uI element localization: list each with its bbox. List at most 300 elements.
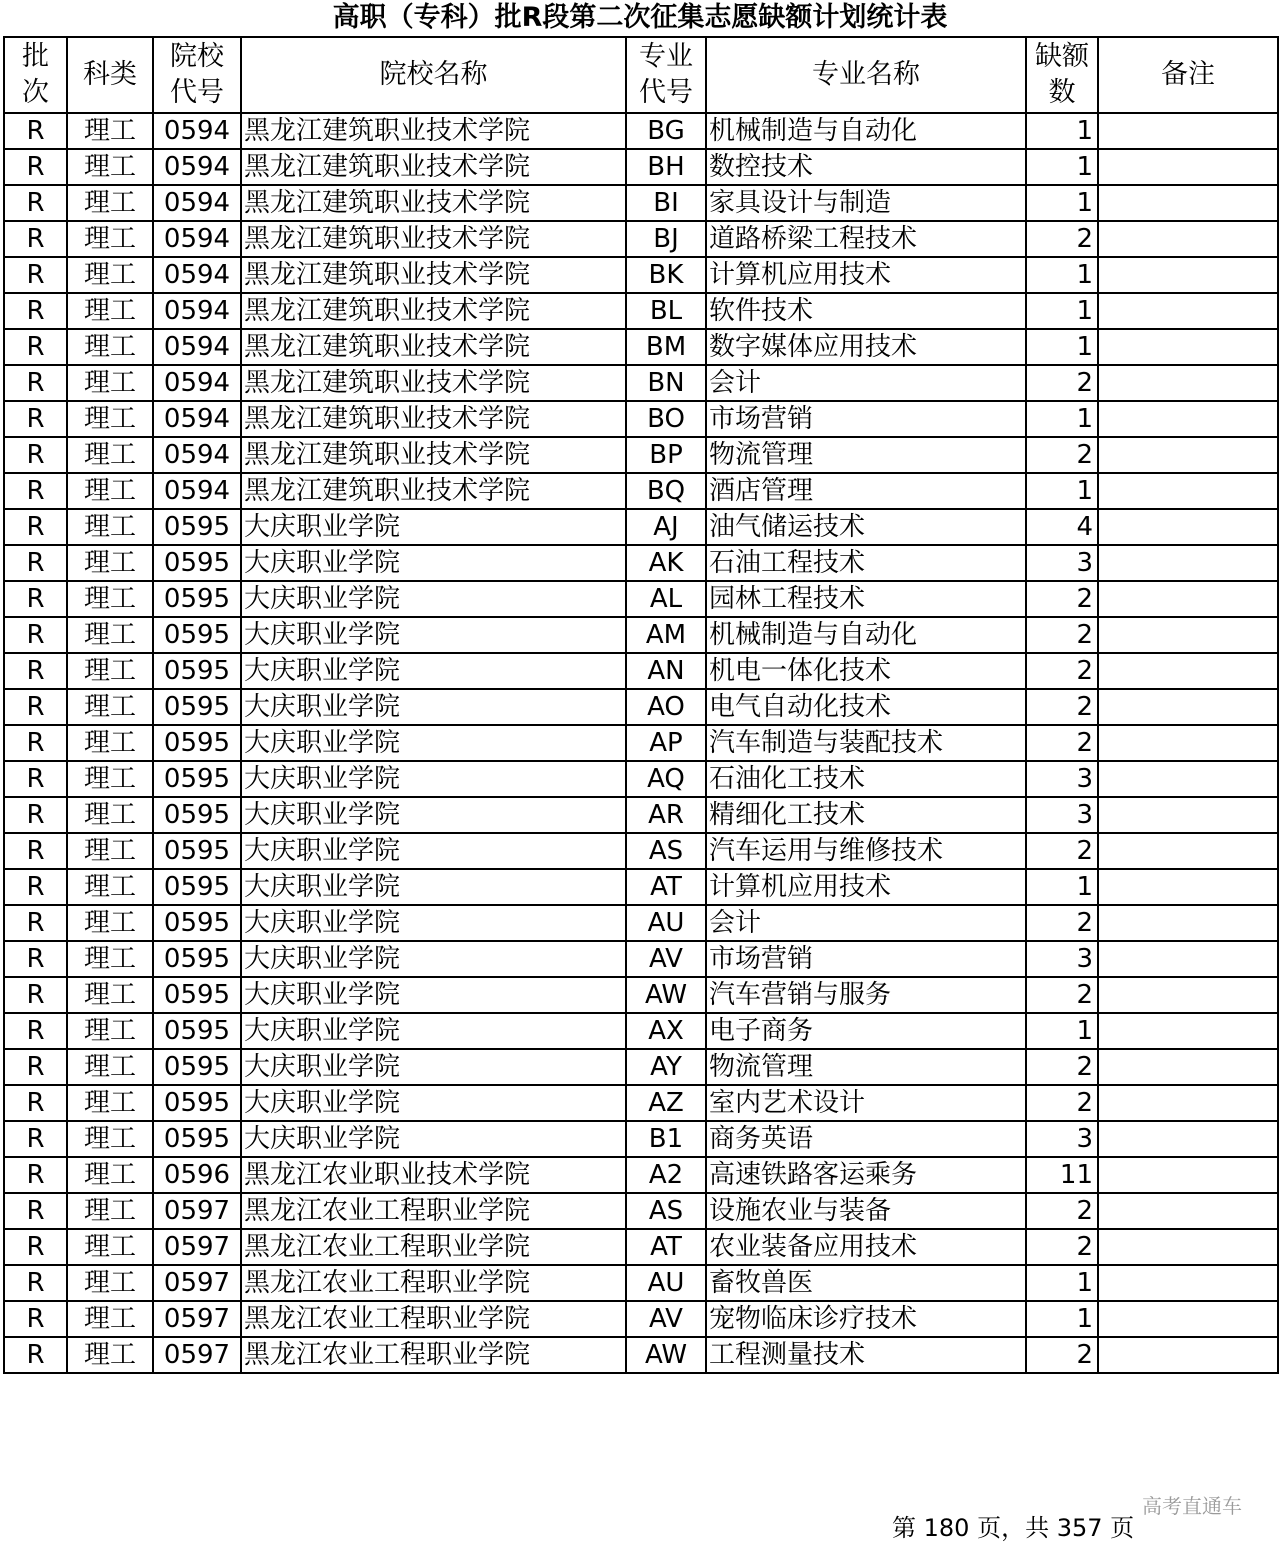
school-name-cell: 大庆职业学院 [241, 1049, 626, 1085]
header-remarks: 备注 [1098, 37, 1278, 113]
remarks-cell [1098, 797, 1278, 833]
major-name-cell: 汽车运用与维修技术 [706, 833, 1026, 869]
batch-cell: R [4, 149, 67, 185]
table-row [4, 113, 1278, 149]
school-code-cell: 0595 [153, 689, 241, 725]
remarks-cell [1098, 473, 1278, 509]
header-major-name: 专业名称 [706, 37, 1026, 113]
remarks-cell [1098, 1337, 1278, 1373]
table-row [4, 545, 1278, 581]
major-code-cell: AP [626, 725, 706, 761]
category-cell: 理工 [67, 833, 153, 869]
remarks-cell [1098, 1085, 1278, 1121]
category-cell: 理工 [67, 509, 153, 545]
school-code-cell: 0597 [153, 1193, 241, 1229]
major-code-cell: AW [626, 977, 706, 1013]
batch-cell: R [4, 437, 67, 473]
school-code-cell: 0597 [153, 1229, 241, 1265]
major-name-cell: 宠物临床诊疗技术 [706, 1301, 1026, 1337]
school-name-cell: 大庆职业学院 [241, 941, 626, 977]
school-name-cell: 大庆职业学院 [241, 581, 626, 617]
major-name-cell: 计算机应用技术 [706, 257, 1026, 293]
major-code-cell: BP [626, 437, 706, 473]
major-code-cell: AV [626, 941, 706, 977]
category-cell: 理工 [67, 869, 153, 905]
batch-cell: R [4, 509, 67, 545]
school-code-cell: 0597 [153, 1337, 241, 1373]
major-code-cell: BM [626, 329, 706, 365]
batch-cell: R [4, 725, 67, 761]
vacancy-count-cell: 4 [1026, 509, 1098, 545]
major-code-cell: AJ [626, 509, 706, 545]
school-code-cell: 0595 [153, 797, 241, 833]
vacancy-count-cell: 1 [1026, 401, 1098, 437]
batch-cell: R [4, 1337, 67, 1373]
batch-cell: R [4, 833, 67, 869]
remarks-cell [1098, 221, 1278, 257]
major-code-cell: BQ [626, 473, 706, 509]
school-name-cell: 黑龙江农业职业技术学院 [241, 1157, 626, 1193]
table-row [4, 509, 1278, 545]
major-code-cell: AU [626, 1265, 706, 1301]
vacancy-count-cell: 2 [1026, 437, 1098, 473]
school-name-cell: 黑龙江建筑职业技术学院 [241, 473, 626, 509]
table-row [4, 293, 1278, 329]
school-name-cell: 黑龙江农业工程职业学院 [241, 1265, 626, 1301]
major-code-cell: BJ [626, 221, 706, 257]
remarks-cell [1098, 689, 1278, 725]
table-row [4, 797, 1278, 833]
table-row [4, 869, 1278, 905]
vacancy-count-cell: 2 [1026, 365, 1098, 401]
major-code-cell: BN [626, 365, 706, 401]
table-header-row [4, 37, 1278, 113]
major-name-cell: 商务英语 [706, 1121, 1026, 1157]
school-name-cell: 大庆职业学院 [241, 905, 626, 941]
school-code-cell: 0595 [153, 761, 241, 797]
school-code-cell: 0595 [153, 545, 241, 581]
vacancy-count-cell: 1 [1026, 293, 1098, 329]
batch-cell: R [4, 761, 67, 797]
major-code-cell: AZ [626, 1085, 706, 1121]
category-cell: 理工 [67, 1157, 153, 1193]
major-name-cell: 物流管理 [706, 1049, 1026, 1085]
major-name-cell: 市场营销 [706, 941, 1026, 977]
major-code-cell: AW [626, 1337, 706, 1373]
table-row [4, 725, 1278, 761]
category-cell: 理工 [67, 689, 153, 725]
major-code-cell: AO [626, 689, 706, 725]
category-cell: 理工 [67, 977, 153, 1013]
school-name-cell: 黑龙江建筑职业技术学院 [241, 257, 626, 293]
major-name-cell: 软件技术 [706, 293, 1026, 329]
table-row [4, 1157, 1278, 1193]
table-row [4, 1229, 1278, 1265]
school-code-cell: 0596 [153, 1157, 241, 1193]
major-name-cell: 工程测量技术 [706, 1337, 1026, 1373]
school-name-cell: 大庆职业学院 [241, 689, 626, 725]
major-name-cell: 机械制造与自动化 [706, 617, 1026, 653]
school-name-cell: 大庆职业学院 [241, 761, 626, 797]
major-code-cell: AN [626, 653, 706, 689]
category-cell: 理工 [67, 1013, 153, 1049]
remarks-cell [1098, 1301, 1278, 1337]
remarks-cell [1098, 293, 1278, 329]
batch-cell: R [4, 941, 67, 977]
batch-cell: R [4, 653, 67, 689]
remarks-cell [1098, 1157, 1278, 1193]
major-name-cell: 汽车营销与服务 [706, 977, 1026, 1013]
school-name-cell: 大庆职业学院 [241, 977, 626, 1013]
table-row [4, 1085, 1278, 1121]
batch-cell: R [4, 689, 67, 725]
school-code-cell: 0594 [153, 149, 241, 185]
school-name-cell: 黑龙江建筑职业技术学院 [241, 437, 626, 473]
batch-cell: R [4, 1157, 67, 1193]
vacancy-table [3, 36, 1279, 1374]
school-code-cell: 0595 [153, 869, 241, 905]
school-code-cell: 0594 [153, 401, 241, 437]
major-name-cell: 物流管理 [706, 437, 1026, 473]
remarks-cell [1098, 113, 1278, 149]
category-cell: 理工 [67, 149, 153, 185]
school-name-cell: 大庆职业学院 [241, 1121, 626, 1157]
remarks-cell [1098, 869, 1278, 905]
major-code-cell: A2 [626, 1157, 706, 1193]
batch-cell: R [4, 185, 67, 221]
vacancy-count-cell: 1 [1026, 257, 1098, 293]
batch-cell: R [4, 1265, 67, 1301]
school-code-cell: 0595 [153, 617, 241, 653]
remarks-cell [1098, 617, 1278, 653]
major-code-cell: AY [626, 1049, 706, 1085]
major-code-cell: BG [626, 113, 706, 149]
table-row [4, 221, 1278, 257]
vacancy-count-cell: 2 [1026, 221, 1098, 257]
school-code-cell: 0595 [153, 509, 241, 545]
remarks-cell [1098, 905, 1278, 941]
batch-cell: R [4, 797, 67, 833]
header-category: 科类 [67, 37, 153, 113]
remarks-cell [1098, 401, 1278, 437]
major-name-cell: 道路桥梁工程技术 [706, 221, 1026, 257]
table-row [4, 257, 1278, 293]
school-code-cell: 0595 [153, 977, 241, 1013]
category-cell: 理工 [67, 185, 153, 221]
batch-cell: R [4, 221, 67, 257]
remarks-cell [1098, 1121, 1278, 1157]
major-name-cell: 石油化工技术 [706, 761, 1026, 797]
remarks-cell [1098, 581, 1278, 617]
batch-cell: R [4, 545, 67, 581]
watermark-text: 高考直通车 [1142, 1494, 1242, 1518]
major-name-cell: 室内艺术设计 [706, 1085, 1026, 1121]
vacancy-count-cell: 1 [1026, 149, 1098, 185]
major-name-cell: 电气自动化技术 [706, 689, 1026, 725]
school-code-cell: 0594 [153, 113, 241, 149]
table-row [4, 653, 1278, 689]
table-row [4, 1049, 1278, 1085]
vacancy-count-cell: 3 [1026, 1121, 1098, 1157]
major-code-cell: BI [626, 185, 706, 221]
school-code-cell: 0595 [153, 1049, 241, 1085]
school-code-cell: 0597 [153, 1265, 241, 1301]
page-number: 第 180 页，共 357 页 [892, 1514, 1135, 1542]
table-row [4, 1013, 1278, 1049]
school-name-cell: 大庆职业学院 [241, 617, 626, 653]
table-row [4, 761, 1278, 797]
table-row [4, 401, 1278, 437]
school-code-cell: 0594 [153, 185, 241, 221]
school-code-cell: 0597 [153, 1301, 241, 1337]
category-cell: 理工 [67, 725, 153, 761]
school-code-cell: 0594 [153, 473, 241, 509]
remarks-cell [1098, 725, 1278, 761]
batch-cell: R [4, 401, 67, 437]
school-name-cell: 黑龙江建筑职业技术学院 [241, 329, 626, 365]
table-row [4, 1193, 1278, 1229]
category-cell: 理工 [67, 797, 153, 833]
major-code-cell: AU [626, 905, 706, 941]
category-cell: 理工 [67, 113, 153, 149]
school-code-cell: 0595 [153, 905, 241, 941]
major-code-cell: AQ [626, 761, 706, 797]
remarks-cell [1098, 941, 1278, 977]
school-code-cell: 0595 [153, 581, 241, 617]
major-name-cell: 油气储运技术 [706, 509, 1026, 545]
category-cell: 理工 [67, 545, 153, 581]
category-cell: 理工 [67, 293, 153, 329]
table-row [4, 1301, 1278, 1337]
major-name-cell: 机械制造与自动化 [706, 113, 1026, 149]
school-name-cell: 黑龙江建筑职业技术学院 [241, 401, 626, 437]
school-name-cell: 大庆职业学院 [241, 1013, 626, 1049]
vacancy-count-cell: 1 [1026, 1301, 1098, 1337]
major-name-cell: 设施农业与装备 [706, 1193, 1026, 1229]
major-name-cell: 酒店管理 [706, 473, 1026, 509]
category-cell: 理工 [67, 653, 153, 689]
major-name-cell: 精细化工技术 [706, 797, 1026, 833]
major-name-cell: 石油工程技术 [706, 545, 1026, 581]
remarks-cell [1098, 1013, 1278, 1049]
vacancy-count-cell: 3 [1026, 545, 1098, 581]
batch-cell: R [4, 905, 67, 941]
vacancy-count-cell: 2 [1026, 977, 1098, 1013]
batch-cell: R [4, 1193, 67, 1229]
header-batch: 批 次 [4, 37, 67, 113]
school-name-cell: 黑龙江建筑职业技术学院 [241, 365, 626, 401]
major-code-cell: AL [626, 581, 706, 617]
category-cell: 理工 [67, 1193, 153, 1229]
batch-cell: R [4, 1229, 67, 1265]
vacancy-count-cell: 2 [1026, 689, 1098, 725]
batch-cell: R [4, 1121, 67, 1157]
category-cell: 理工 [67, 257, 153, 293]
category-cell: 理工 [67, 473, 153, 509]
vacancy-count-cell: 2 [1026, 1229, 1098, 1265]
vacancy-count-cell: 2 [1026, 905, 1098, 941]
header-school-code: 院校 代号 [153, 37, 241, 113]
category-cell: 理工 [67, 905, 153, 941]
school-name-cell: 黑龙江建筑职业技术学院 [241, 185, 626, 221]
table-row [4, 581, 1278, 617]
school-name-cell: 黑龙江农业工程职业学院 [241, 1301, 626, 1337]
vacancy-count-cell: 3 [1026, 761, 1098, 797]
remarks-cell [1098, 149, 1278, 185]
category-cell: 理工 [67, 365, 153, 401]
school-code-cell: 0595 [153, 653, 241, 689]
major-name-cell: 市场营销 [706, 401, 1026, 437]
vacancy-count-cell: 2 [1026, 617, 1098, 653]
remarks-cell [1098, 257, 1278, 293]
school-code-cell: 0594 [153, 221, 241, 257]
vacancy-count-cell: 2 [1026, 1337, 1098, 1373]
school-name-cell: 大庆职业学院 [241, 509, 626, 545]
school-code-cell: 0595 [153, 941, 241, 977]
table-row [4, 473, 1278, 509]
major-code-cell: AT [626, 1229, 706, 1265]
table-row [4, 1265, 1278, 1301]
batch-cell: R [4, 293, 67, 329]
vacancy-count-cell: 3 [1026, 941, 1098, 977]
table-row [4, 149, 1278, 185]
major-code-cell: BK [626, 257, 706, 293]
school-name-cell: 黑龙江农业工程职业学院 [241, 1337, 626, 1373]
vacancy-count-cell: 2 [1026, 833, 1098, 869]
major-name-cell: 畜牧兽医 [706, 1265, 1026, 1301]
header-major-code: 专业 代号 [626, 37, 706, 113]
remarks-cell [1098, 1229, 1278, 1265]
remarks-cell [1098, 1193, 1278, 1229]
category-cell: 理工 [67, 581, 153, 617]
school-code-cell: 0594 [153, 437, 241, 473]
major-code-cell: AX [626, 1013, 706, 1049]
school-name-cell: 黑龙江建筑职业技术学院 [241, 293, 626, 329]
school-code-cell: 0595 [153, 1121, 241, 1157]
major-name-cell: 农业装备应用技术 [706, 1229, 1026, 1265]
school-name-cell: 黑龙江农业工程职业学院 [241, 1193, 626, 1229]
major-name-cell: 高速铁路客运乘务 [706, 1157, 1026, 1193]
vacancy-count-cell: 1 [1026, 473, 1098, 509]
major-code-cell: BO [626, 401, 706, 437]
major-code-cell: BH [626, 149, 706, 185]
school-code-cell: 0594 [153, 329, 241, 365]
remarks-cell [1098, 365, 1278, 401]
major-code-cell: AR [626, 797, 706, 833]
category-cell: 理工 [67, 1337, 153, 1373]
remarks-cell [1098, 509, 1278, 545]
school-code-cell: 0595 [153, 1085, 241, 1121]
category-cell: 理工 [67, 1229, 153, 1265]
category-cell: 理工 [67, 761, 153, 797]
category-cell: 理工 [67, 1049, 153, 1085]
major-code-cell: AM [626, 617, 706, 653]
vacancy-count-cell: 1 [1026, 1013, 1098, 1049]
vacancy-count-cell: 1 [1026, 113, 1098, 149]
major-name-cell: 电子商务 [706, 1013, 1026, 1049]
batch-cell: R [4, 329, 67, 365]
vacancy-count-cell: 3 [1026, 797, 1098, 833]
table-row [4, 437, 1278, 473]
school-name-cell: 大庆职业学院 [241, 653, 626, 689]
school-name-cell: 大庆职业学院 [241, 1085, 626, 1121]
school-name-cell: 黑龙江农业工程职业学院 [241, 1229, 626, 1265]
table-row [4, 617, 1278, 653]
school-code-cell: 0594 [153, 365, 241, 401]
school-name-cell: 大庆职业学院 [241, 833, 626, 869]
school-code-cell: 0595 [153, 1013, 241, 1049]
school-name-cell: 大庆职业学院 [241, 869, 626, 905]
remarks-cell [1098, 761, 1278, 797]
page-title: 高职（专科）批R段第二次征集志愿缺额计划统计表 [332, 2, 948, 33]
remarks-cell [1098, 437, 1278, 473]
vacancy-count-cell: 2 [1026, 653, 1098, 689]
major-name-cell: 计算机应用技术 [706, 869, 1026, 905]
major-code-cell: AK [626, 545, 706, 581]
batch-cell: R [4, 113, 67, 149]
table-row [4, 977, 1278, 1013]
category-cell: 理工 [67, 617, 153, 653]
major-name-cell: 数控技术 [706, 149, 1026, 185]
table-row [4, 833, 1278, 869]
category-cell: 理工 [67, 1085, 153, 1121]
table-row [4, 1121, 1278, 1157]
remarks-cell [1098, 545, 1278, 581]
batch-cell: R [4, 1013, 67, 1049]
batch-cell: R [4, 1049, 67, 1085]
batch-cell: R [4, 257, 67, 293]
remarks-cell [1098, 833, 1278, 869]
school-name-cell: 大庆职业学院 [241, 797, 626, 833]
category-cell: 理工 [67, 329, 153, 365]
major-name-cell: 园林工程技术 [706, 581, 1026, 617]
batch-cell: R [4, 869, 67, 905]
major-name-cell: 机电一体化技术 [706, 653, 1026, 689]
table-row [4, 329, 1278, 365]
category-cell: 理工 [67, 1121, 153, 1157]
school-name-cell: 大庆职业学院 [241, 725, 626, 761]
major-name-cell: 家具设计与制造 [706, 185, 1026, 221]
school-code-cell: 0595 [153, 725, 241, 761]
vacancy-count-cell: 1 [1026, 1265, 1098, 1301]
category-cell: 理工 [67, 1301, 153, 1337]
remarks-cell [1098, 977, 1278, 1013]
school-name-cell: 大庆职业学院 [241, 545, 626, 581]
vacancy-count-cell: 1 [1026, 329, 1098, 365]
header-vacancies: 缺额 数 [1026, 37, 1098, 113]
school-code-cell: 0594 [153, 293, 241, 329]
header-school-name: 院校名称 [241, 37, 626, 113]
vacancy-count-cell: 2 [1026, 725, 1098, 761]
table-row [4, 689, 1278, 725]
school-name-cell: 黑龙江建筑职业技术学院 [241, 113, 626, 149]
batch-cell: R [4, 581, 67, 617]
category-cell: 理工 [67, 1265, 153, 1301]
major-code-cell: AS [626, 1193, 706, 1229]
vacancy-count-cell: 2 [1026, 1049, 1098, 1085]
major-code-cell: B1 [626, 1121, 706, 1157]
major-code-cell: AV [626, 1301, 706, 1337]
table-row [4, 905, 1278, 941]
table-row [4, 941, 1278, 977]
major-code-cell: AT [626, 869, 706, 905]
vacancy-count-cell: 2 [1026, 1085, 1098, 1121]
remarks-cell [1098, 653, 1278, 689]
school-code-cell: 0595 [153, 833, 241, 869]
major-code-cell: AS [626, 833, 706, 869]
category-cell: 理工 [67, 941, 153, 977]
table-row [4, 1337, 1278, 1373]
